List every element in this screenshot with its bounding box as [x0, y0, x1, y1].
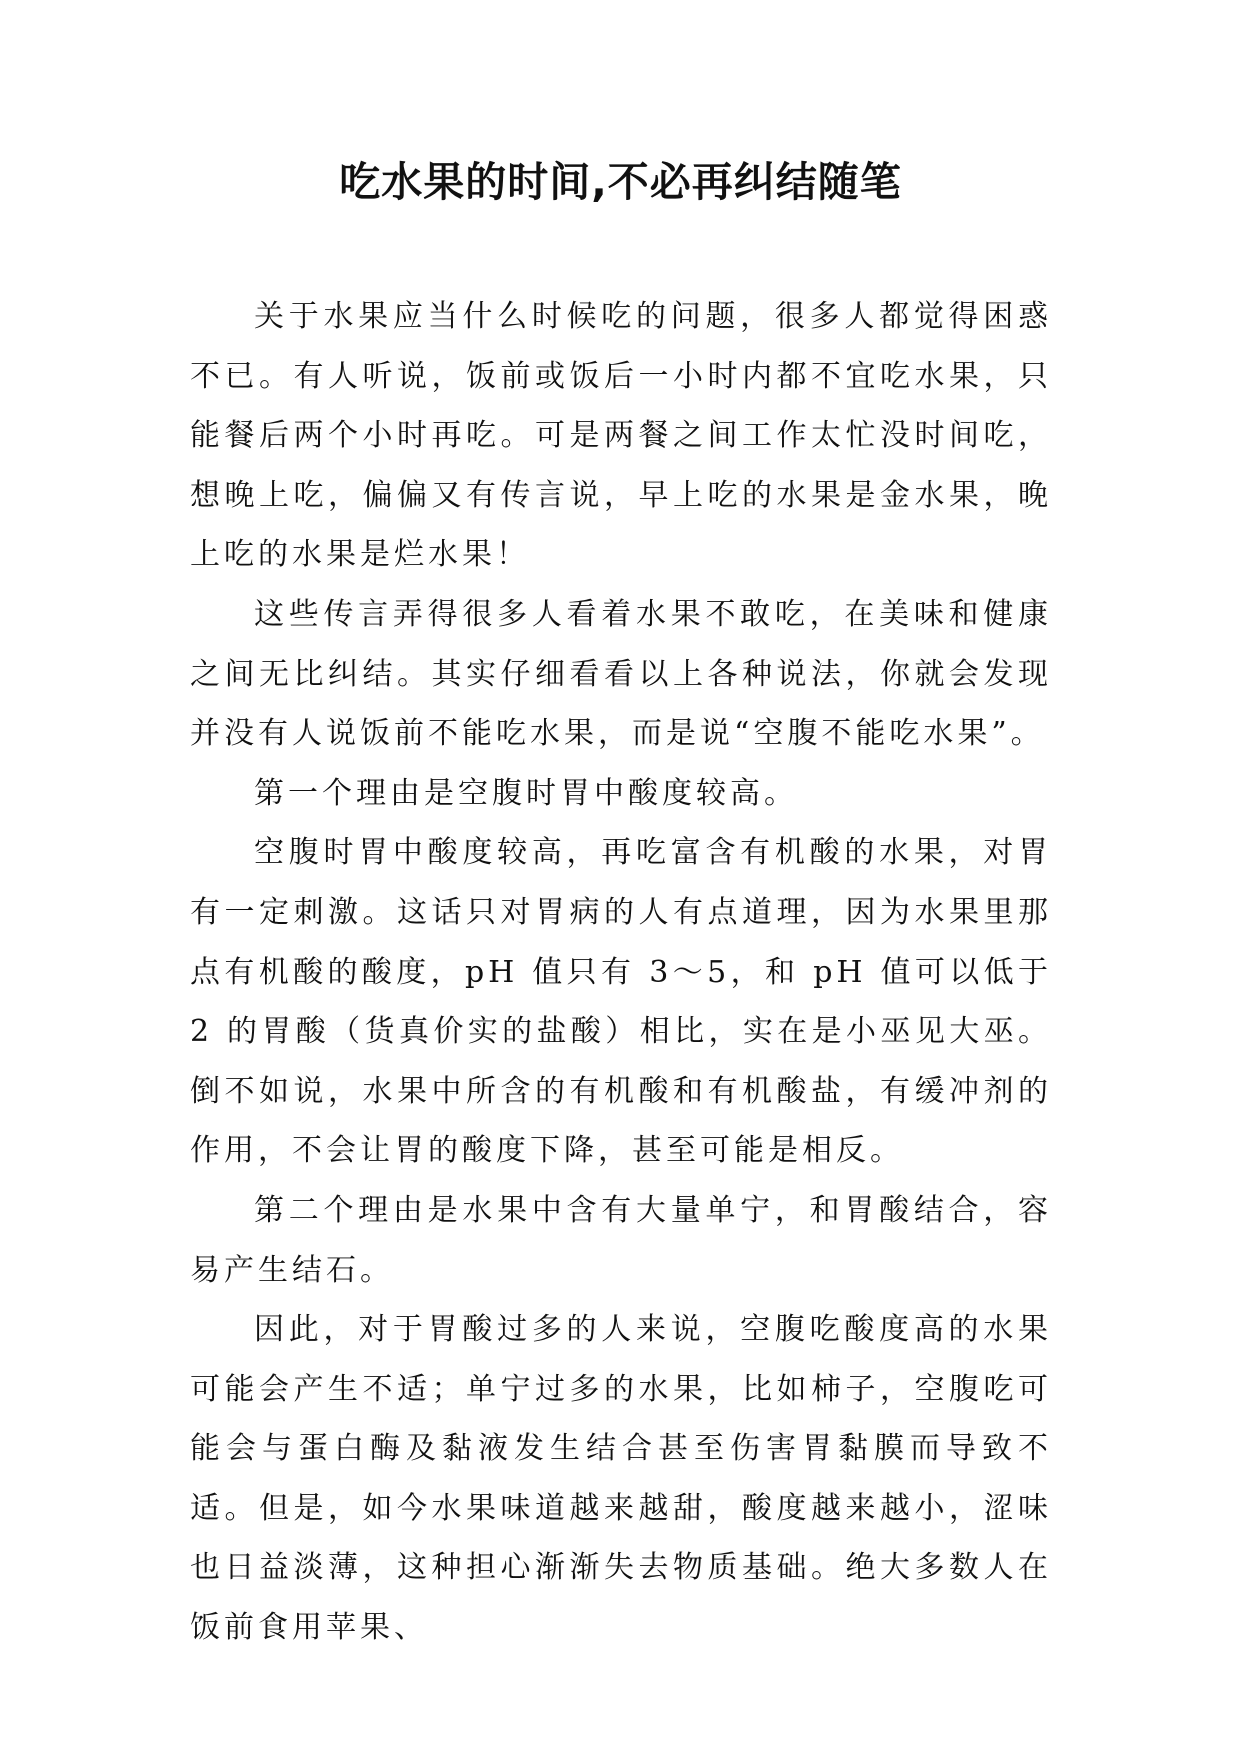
paragraph: 空腹时胃中酸度较高，再吃富含有机酸的水果，对胃有一定刺激。这话只对胃病的人有点道理，因为水果里那点有机酸的酸度，pH 值只有 3～5，和 pH 值可以低于 2 的胃酸（货真价实的盐酸）相比，实在是小巫见大巫。倒不如说，水果中所含的有机酸和有机酸盐，有缓冲剂的作用，不会让胃的酸度下降，甚至可能是相反。 — [190, 835, 1052, 1169]
document-title: 吃水果的时间,不必再纠结随笔 — [339, 158, 902, 206]
paragraph: 关于水果应当什么时候吃的问题，很多人都觉得困惑不已。有人听说，饭前或饭后一小时内都不宜吃水果，只能餐后两个小时再吃。可是两餐之间工作太忙没时间吃，想晚上吃，偏偏又有传言说，早上吃的水果是金水果，晚上吃的水果是烂水果！ — [190, 299, 1052, 573]
paragraph: 因此，对于胃酸过多的人来说，空腹吃酸度高的水果可能会产生不适；单宁过多的水果，比如柿子，空腹吃可能会与蛋白酶及黏液发生结合甚至伤害胃黏膜而导致不适。但是，如今水果味道越来越甜，酸度越来越小，涩味也日益淡薄，这种担心渐渐失去物质基础。绝大多数人在饭前食用苹果、 — [190, 1312, 1052, 1646]
document-body — [190, 287, 1052, 1658]
paragraph: 第二个理由是水果中含有大量单宁，和胃酸结合，容易产生结石。 — [190, 1192, 1052, 1288]
paragraph: 第一个理由是空腹时胃中酸度较高。 — [254, 775, 798, 811]
paragraph: 这些传言弄得很多人看着水果不敢吃，在美味和健康之间无比纠结。其实仔细看看以上各种说法，你就会发现并没有人说饭前不能吃水果，而是说“空腹不能吃水果”。 — [190, 596, 1052, 752]
